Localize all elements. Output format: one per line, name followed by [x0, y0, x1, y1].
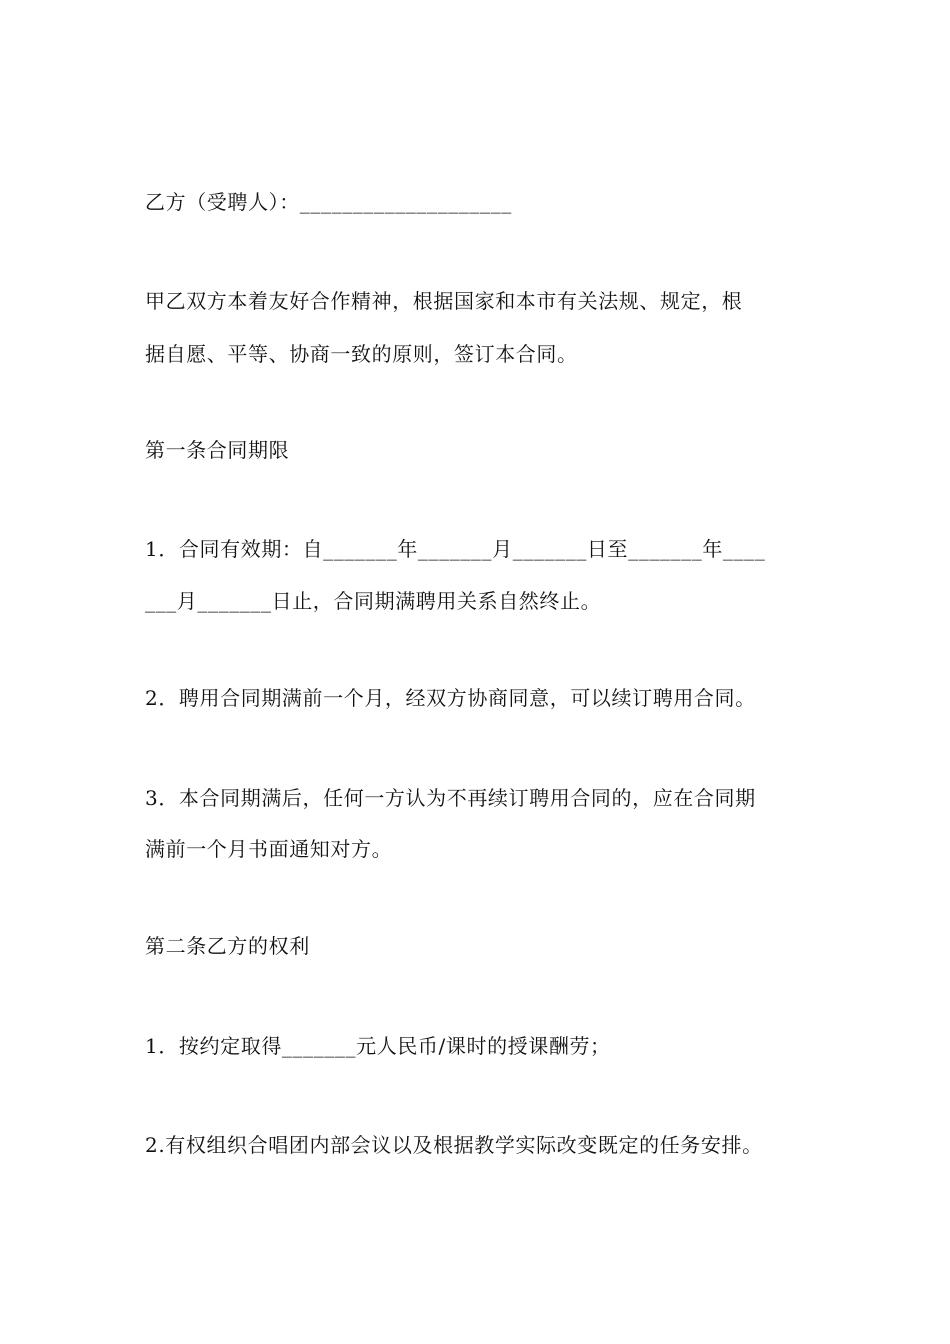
article-1-item-1-line-2: ___月_______日止，合同期满聘用关系自然终止。	[145, 589, 602, 613]
article-1-title: 第一条合同期限	[145, 438, 290, 462]
article-2-item-1: 1．按约定取得_______元人民币/课时的授课酬劳；	[145, 1034, 611, 1058]
preamble-line-2: 据自愿、平等、协商一致的原则，签订本合同。	[145, 342, 578, 366]
party-b-line: 乙方（受聘人）：____________________	[145, 190, 512, 214]
preamble-line-1: 甲乙双方本着友好合作精神，根据国家和本市有关法规、规定，根	[145, 289, 743, 313]
article-1-item-3-line-1: 3．本合同期满后，任何一方认为不再续订聘用合同的，应在合同期	[145, 786, 756, 810]
article-1-item-1-line-1: 1．合同有效期：自_______年_______月_______日至_______年____	[145, 537, 766, 561]
article-2-title: 第二条乙方的权利	[145, 934, 310, 958]
article-1-item-3-line-2: 满前一个月书面通知对方。	[145, 837, 393, 861]
article-2-item-2: 2.有权组织合唱团内部会议以及根据教学实际改变既定的任务安排。	[145, 1133, 763, 1157]
article-1-item-2: 2．聘用合同期满前一个月，经双方协商同意，可以续订聘用合同。	[145, 686, 756, 710]
